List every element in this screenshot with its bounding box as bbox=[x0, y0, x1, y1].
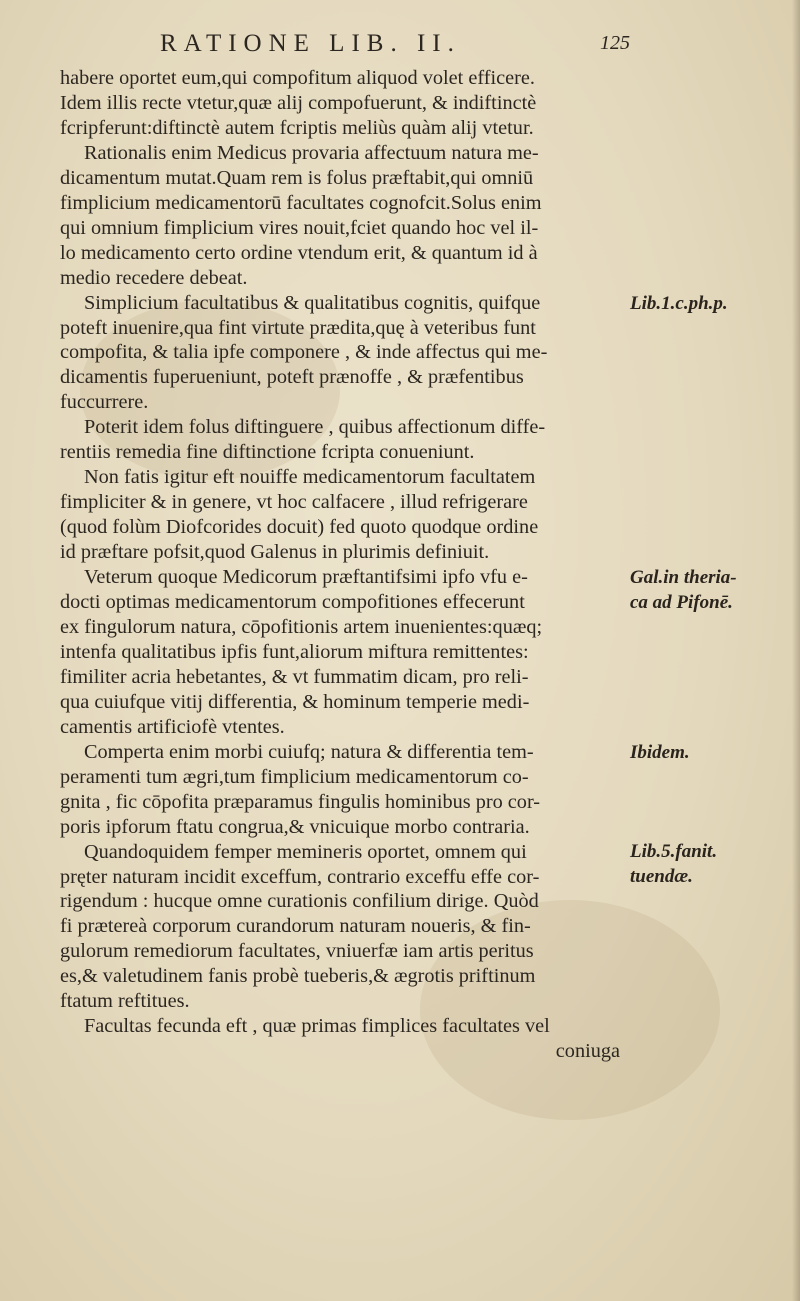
text-line: dicamentis fuperueniunt, poteft prænoffe , & præfentibus bbox=[60, 366, 524, 389]
running-title: RATIONE LIB. II. bbox=[160, 30, 461, 57]
text-line: fcripferunt:diftinctè autem fcriptis meliùs quàm alij vtetur. bbox=[60, 116, 534, 139]
margin-note: tuendæ. bbox=[630, 866, 693, 888]
text-line: peramenti tum ægri,tum fimplicium medicamentorum co- bbox=[60, 765, 529, 788]
text-line: Facultas fecunda eft , quæ primas fimplices facultates vel bbox=[84, 1015, 550, 1038]
text-line: fi prætereà corporum curandorum naturam noueris, & fin- bbox=[60, 915, 531, 938]
text-line: es,& valetudinem fanis probè tueberis,& ægrotis priftinum bbox=[60, 965, 536, 988]
text-line: Quandoquidem femper memineris oportet, omnem qui bbox=[84, 840, 527, 863]
text-line: Rationalis enim Medicus provaria affectuum natura me- bbox=[84, 141, 539, 164]
text-line: gnita , fic cōpofita præparamus fingulis hominibus pro cor- bbox=[60, 790, 541, 813]
text-line: ftatum reftitues. bbox=[60, 990, 190, 1013]
text-line: camentis artificiofè vtentes. bbox=[60, 715, 285, 738]
margin-note: ca ad Pifonē. bbox=[630, 591, 733, 613]
margin-note: Ibidem. bbox=[630, 741, 690, 763]
page-spine-shadow bbox=[792, 0, 800, 1301]
text-line: poteft inuenire,qua fint virtute prædita,quę à veteribus funt bbox=[60, 316, 536, 339]
text-line: intenfa qualitatibus ipfis funt,aliorum miftura remittentes: bbox=[60, 640, 529, 663]
text-line: Simplicium facultatibus & qualitatibus cognitis, quifque bbox=[84, 291, 541, 314]
text-line: fimpliciter & in genere, vt hoc calfacere , illud refrigerare bbox=[60, 491, 528, 514]
margin-note: Gal.in theria- bbox=[630, 567, 737, 588]
text-line: ex fingulorum natura, cōpofitionis artem inuenientes:quæq; bbox=[60, 615, 543, 638]
text-line: fimiliter acria hebetantes, & vt fummatim dicam, pro reli- bbox=[60, 665, 529, 688]
text-line: qua cuiufque vitij differentia, & hominum temperie medi- bbox=[60, 690, 530, 713]
text-line: (quod folùm Diofcorides docuit) fed quoto quodque ordine bbox=[60, 516, 539, 539]
text-line: rentiis remedia fine diftinctione fcripta conueniunt. bbox=[60, 441, 475, 464]
text-line: compofita, & talia ipfe componere , & inde affectus qui me- bbox=[60, 341, 548, 364]
text-line: Poterit idem folus diftinguere , quibus affectionum diffe- bbox=[84, 416, 546, 439]
text-line: id præftare pofsit,quod Galenus in plurimis definiuit. bbox=[60, 541, 490, 564]
main-text-block bbox=[60, 66, 620, 1064]
text-line: habere oportet eum,qui compofitum aliquod volet efficere. bbox=[60, 67, 535, 89]
text-line: rigendum : hucque omne curationis confilium dirige. Quòd bbox=[60, 890, 539, 913]
text-line: fimplicium medicamentorū facultates cognofcit.Solus enim bbox=[60, 191, 542, 214]
margin-note: Lib.5.fanit. bbox=[630, 841, 718, 863]
text-line: pręter naturam incidit exceffum, contrario exceffu effe cor- bbox=[60, 865, 540, 888]
text-line: Comperta enim morbi cuiufq; natura & differentia tem- bbox=[84, 740, 534, 763]
text-line: Veterum quoque Medicorum præftantifsimi ipfo vfu e- bbox=[84, 566, 528, 589]
text-line: Non fatis igitur eft nouiffe medicamentorum facultatem bbox=[84, 466, 536, 489]
text-line: fuccurrere. bbox=[60, 391, 149, 414]
text-line: dicamentum mutat.Quam rem is folus præftabit,qui omniū bbox=[60, 166, 534, 189]
text-line: qui omnium fimplicium vires nouit,fciet quando hoc vel il- bbox=[60, 216, 539, 239]
text-line: coniuga bbox=[555, 1040, 620, 1063]
running-header bbox=[160, 30, 630, 62]
text-line: lo medicamento certo ordine vtendum erit, & quantum id à bbox=[60, 241, 538, 264]
margin-note: Lib.1.c.ph.p. bbox=[630, 292, 728, 314]
text-line: poris ipforum ftatu congrua,& vnicuique morbo contraria. bbox=[60, 815, 530, 838]
text-line: Idem illis recte vtetur,quæ alij compofuerunt, & indiftinctè bbox=[60, 91, 537, 114]
text-line: docti optimas medicamentorum compofitiones effecerunt bbox=[60, 591, 525, 614]
page-number: 125 bbox=[600, 32, 630, 54]
text-line: medio recedere debeat. bbox=[60, 266, 248, 289]
text-line: gulorum remediorum facultates, vniuerfæ iam artis peritus bbox=[60, 940, 534, 963]
